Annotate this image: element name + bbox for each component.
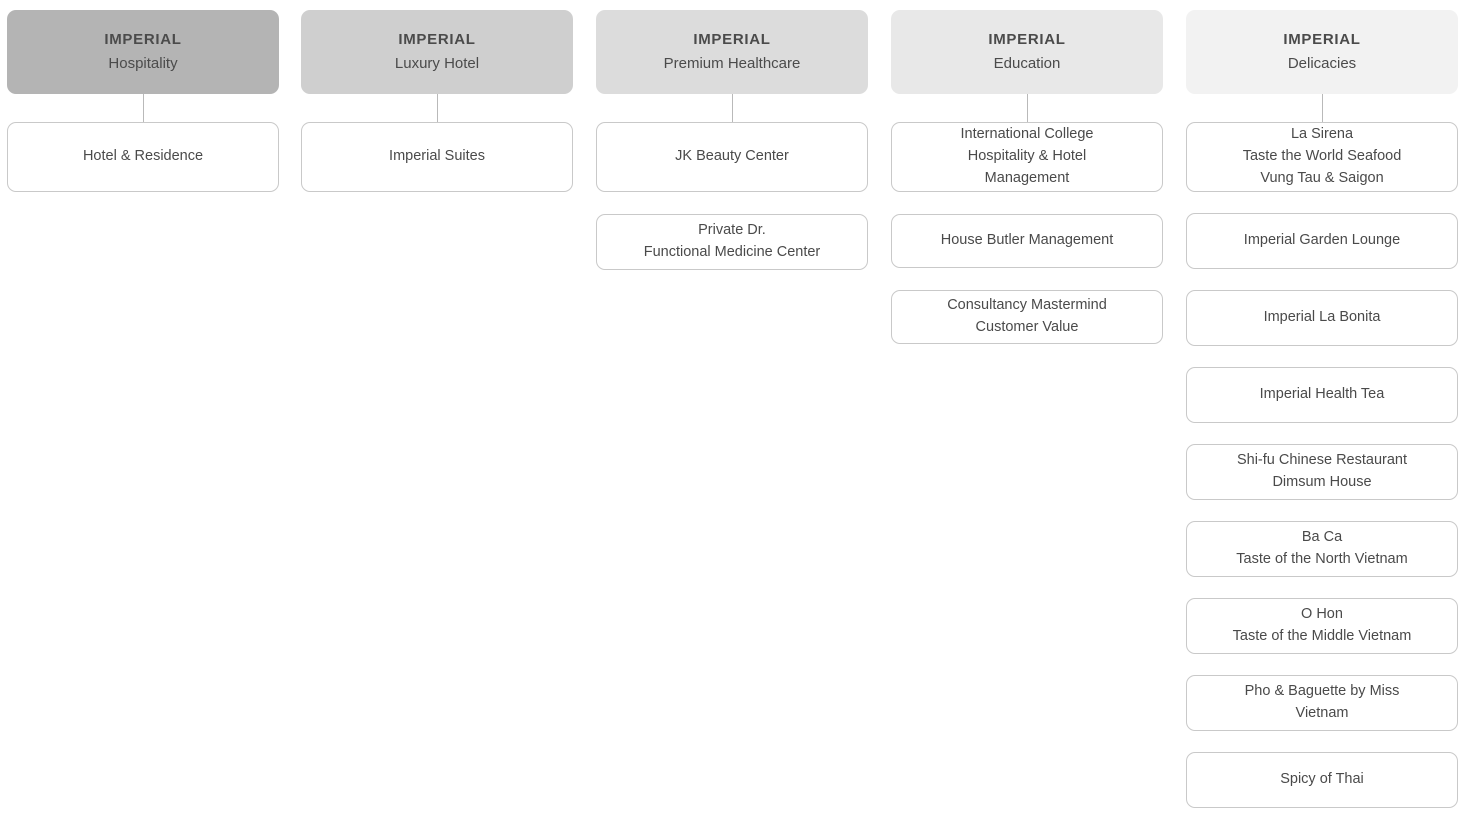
org-node-line: House Butler Management: [940, 232, 1114, 249]
org-node-label: [644, 220, 821, 264]
org-node[interactable]: [1186, 122, 1458, 192]
org-node-line: Ba Ca: [1301, 529, 1343, 546]
child-list-luxury-hotel: [301, 122, 573, 192]
org-node-line: Hotel & Residence: [82, 148, 204, 165]
connector-line: [1322, 94, 1323, 122]
connector-line: [1027, 94, 1028, 122]
header-card-hospitality[interactable]: [7, 10, 279, 94]
org-node[interactable]: [7, 122, 279, 192]
org-node-label: [1264, 307, 1381, 329]
org-node[interactable]: [1186, 752, 1458, 808]
org-node[interactable]: [596, 122, 868, 192]
header-card-luxury-hotel[interactable]: [301, 10, 573, 94]
org-column-luxury-hotel: [301, 10, 573, 192]
header-brand: IMPERIAL: [398, 31, 476, 49]
org-node[interactable]: [596, 214, 868, 270]
header-subtitle: Delicacies: [1287, 55, 1357, 72]
org-node-line: Dimsum House: [1272, 474, 1372, 490]
header-brand: IMPERIAL: [104, 31, 182, 49]
header-brand: IMPERIAL: [693, 31, 771, 49]
org-node-line: Taste the World Seafood: [1242, 148, 1402, 165]
org-node-line: Vietnam: [1295, 705, 1349, 721]
header-card-delicacies[interactable]: [1186, 10, 1458, 94]
org-node-label: [1233, 604, 1412, 648]
org-node-label: [1260, 384, 1385, 406]
connector-line: [143, 94, 144, 122]
org-node-label: [675, 146, 789, 168]
org-column-delicacies: [1186, 10, 1458, 808]
org-node-label: [1244, 230, 1400, 252]
org-node-line: O Hon: [1301, 606, 1343, 623]
org-node-line: Taste of the North Vietnam: [1236, 551, 1408, 567]
org-column-hospitality: [7, 10, 279, 192]
org-node-line: Imperial La Bonita: [1263, 309, 1381, 326]
org-node-line: Spicy of Thai: [1280, 771, 1364, 788]
header-subtitle: Premium Healthcare: [663, 55, 801, 72]
org-node-line: Private Dr.: [698, 222, 766, 239]
org-node-label: [1237, 450, 1407, 494]
org-column-premium-healthcare: [596, 10, 868, 270]
org-node-line: Hospitality & Hotel: [967, 148, 1087, 165]
header-card-education[interactable]: [891, 10, 1163, 94]
org-node-line: Taste of the Middle Vietnam: [1232, 628, 1412, 644]
org-node-line: JK Beauty Center: [675, 148, 789, 165]
org-node-label: [1280, 769, 1364, 791]
org-node-label: [1236, 527, 1407, 571]
child-list-delicacies: [1186, 122, 1458, 808]
org-node-line: International College: [960, 126, 1094, 143]
child-list-premium-healthcare: [596, 122, 868, 270]
org-node-line: Imperial Health Tea: [1259, 386, 1385, 403]
org-node[interactable]: [1186, 290, 1458, 346]
org-node-label: [960, 124, 1093, 189]
org-node[interactable]: [1186, 444, 1458, 500]
org-node[interactable]: [1186, 367, 1458, 423]
org-node-label: [83, 146, 203, 168]
org-node[interactable]: [301, 122, 573, 192]
org-node-label: [941, 230, 1114, 252]
org-node[interactable]: [891, 214, 1163, 268]
org-node-label: [1243, 124, 1402, 189]
org-node-line: Shi-fu Chinese Restaurant: [1236, 452, 1408, 469]
org-node-line: Functional Medicine Center: [643, 244, 821, 260]
org-node-line: Customer Value: [975, 319, 1079, 335]
org-node-label: [389, 146, 485, 168]
org-node-line: La Sirena: [1290, 126, 1354, 143]
header-card-premium-healthcare[interactable]: [596, 10, 868, 94]
org-node[interactable]: [891, 290, 1163, 344]
org-node-line: Pho & Baguette by Miss: [1244, 683, 1400, 700]
org-node[interactable]: [1186, 675, 1458, 731]
org-node[interactable]: [1186, 521, 1458, 577]
header-subtitle: Hospitality: [108, 55, 178, 72]
org-node-line: Imperial Suites: [389, 148, 485, 165]
org-node[interactable]: [891, 122, 1163, 192]
org-node-label: [947, 295, 1107, 339]
org-column-education: [891, 10, 1163, 344]
connector-line: [437, 94, 438, 122]
org-node-line: Consultancy Mastermind: [947, 297, 1107, 314]
org-node-line: Vung Tau & Saigon: [1260, 169, 1384, 186]
child-list-education: [891, 122, 1163, 344]
header-subtitle: Luxury Hotel: [394, 55, 480, 72]
org-node-label: [1245, 681, 1400, 725]
org-node[interactable]: [1186, 598, 1458, 654]
header-subtitle: Education: [993, 55, 1061, 72]
header-brand: IMPERIAL: [988, 31, 1066, 49]
org-node-line: Management: [984, 169, 1070, 186]
connector-line: [732, 94, 733, 122]
org-node-line: Imperial Garden Lounge: [1243, 232, 1401, 249]
header-brand: IMPERIAL: [1283, 31, 1361, 49]
org-node[interactable]: [1186, 213, 1458, 269]
child-list-hospitality: [7, 122, 279, 192]
